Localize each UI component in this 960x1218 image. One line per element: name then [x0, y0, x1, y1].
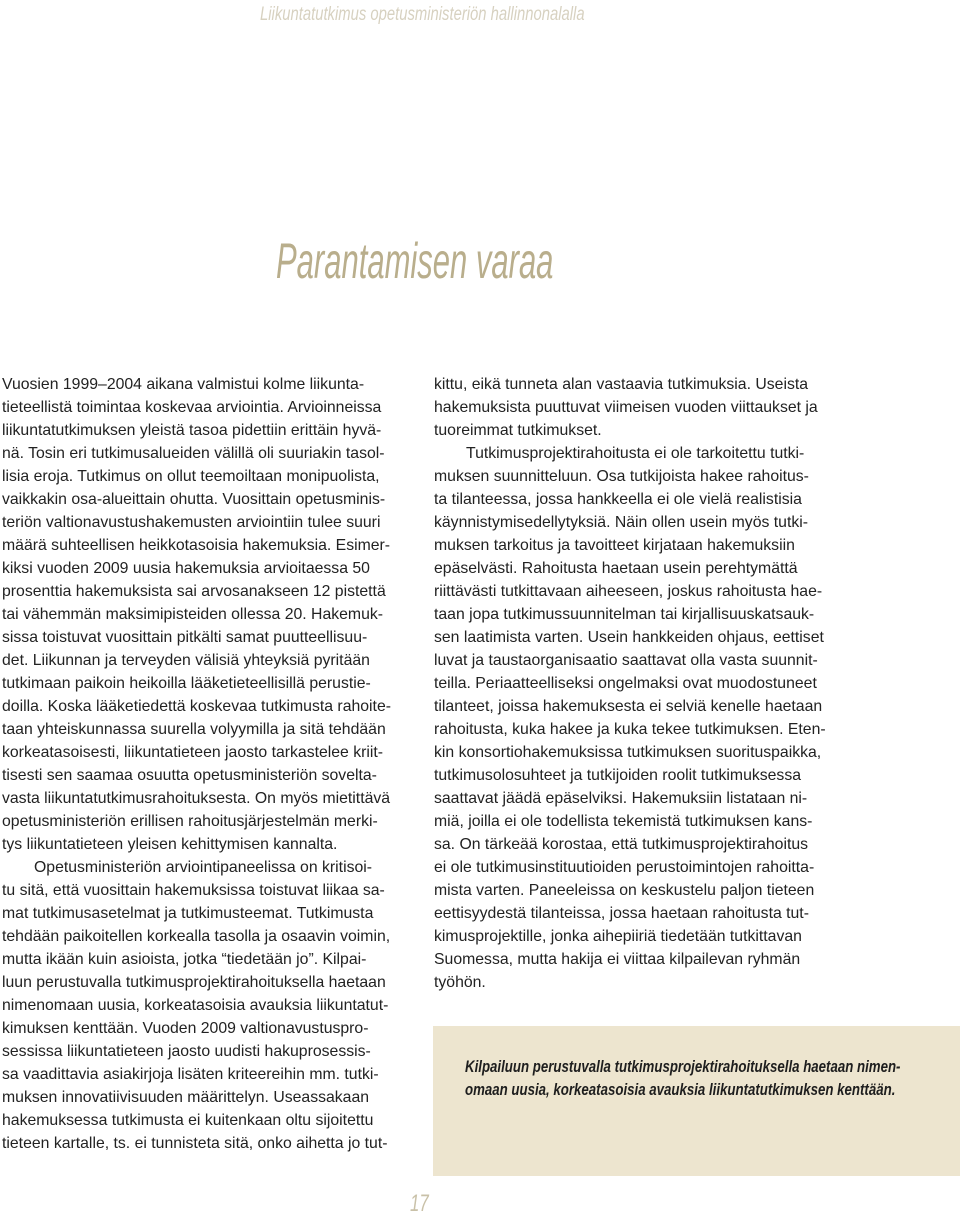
body-line: kimuksen kenttään. Vuoden 2009 valtionavustuspro- [2, 1020, 369, 1037]
body-line: hakemuksista puuttuvat viimeisen vuoden viittaukset ja [434, 399, 818, 416]
body-line: liikuntatutkimuksen yleistä tasoa pidettiin erittäin hyvä- [2, 422, 382, 439]
body-line: tutkimusolosuhteet ja tutkijoiden roolit tutkimuksessa [434, 767, 802, 784]
pull-quote-line: Kilpailuun perustuvalla tutkimusprojektirahoituksella haetaan nimen- [465, 1057, 901, 1076]
body-line: muksen tarkoitus ja tavoitteet kirjataan hakemuksiin [434, 537, 795, 554]
page-number: 17 [410, 1190, 429, 1217]
body-line: sen laatimista varten. Usein hankkeiden ohjaus, eettiset [434, 629, 824, 646]
body-line: sessissa liikuntatieteen jaosto uudisti hakuprosessis- [2, 1043, 371, 1060]
body-line: vasta liikuntatutkimusrahoituksesta. On myös mietittävä [2, 790, 391, 807]
body-line: luvat ja taustaorganisaatio saattavat olla vasta suunnit- [434, 652, 818, 669]
body-line: teilla. Periaatteelliseksi ongelmaksi ovat muodostuneet [434, 675, 817, 692]
pull-quote-box [433, 1026, 960, 1176]
body-line: tuoreimmat tutkimukset. [434, 422, 602, 439]
body-line: taan yhteiskunnassa suurella volyymilla ja sitä tehdään [2, 721, 386, 738]
body-line: doilla. Koska lääketiedettä koskevaa tutkimusta rahoite- [2, 698, 391, 715]
body-line: Vuosien 1999–2004 aikana valmistui kolme liikunta- [2, 376, 365, 393]
body-line: tehdään paikoitellen korkealla tasolla ja osaavin voimin, [2, 928, 391, 945]
body-line: taan jopa tutkimussuunnitelman tai kirjallisuuskatsauk- [434, 606, 815, 623]
body-line: korkeatasoisesti, liikuntatieteen jaosto tarkastelee kriit- [2, 744, 384, 761]
body-line: tu sitä, että vuosittain hakemuksissa toistuvat liikaa sa- [2, 882, 385, 899]
body-line: vaikkakin osa-alueittain ohutta. Vuosittain opetusminis- [2, 491, 386, 508]
section-title: Parantamisen varaa [276, 233, 554, 289]
body-line: tys liikuntatieteen yleisen kehittymisen kannalta. [2, 836, 338, 853]
body-line: luun perustuvalla tutkimusprojektirahoituksella haetaan [2, 974, 386, 991]
left-column [2, 373, 402, 1155]
body-line: opetusministeriön erillisen rahoitusjärjestelmän merki- [2, 813, 378, 830]
body-line: ta tilanteessa, jossa hankkeella ei ole vielä realistisia [434, 491, 802, 508]
running-header: Liikuntatutkimus opetusministeriön hallinnonalalla [260, 4, 585, 25]
body-line: saattavat jäädä epäselviksi. Hakemuksiin listataan ni- [434, 790, 808, 807]
body-line: prosenttia hakemuksista sai arvosanakseen 12 pistettä [2, 583, 386, 600]
body-line: lisia eroja. Tutkimus on ollut teemoiltaan monipuolista, [2, 468, 380, 485]
body-line: miä, joilla ei ole todellista tekemistä tutkimuksen kans- [434, 813, 813, 830]
body-line-paragraph-start: Tutkimusprojektirahoitusta ei ole tarkoitettu tutki- [466, 445, 805, 462]
body-line: tisesti sen saamaa osuutta opetusministeriön soveltа- [2, 767, 377, 784]
body-line: kin konsortiohakemuksissa tutkimuksen suorituspaikka, [434, 744, 822, 761]
body-line: tieteen kartalle, ts. ei tunnisteta sitä, onko aihetta jo tut- [2, 1135, 388, 1152]
body-line: työhön. [434, 974, 486, 991]
right-column [434, 373, 844, 994]
body-line: teriön valtionavustushakemusten arviointiin tulee suuri [2, 514, 381, 531]
body-line-paragraph-start: Opetusministeriön arviointipaneelissa on kritisoi- [34, 859, 373, 876]
body-line: ei ole tutkimusinstituutioiden perustoimintojen rahoitta- [434, 859, 815, 876]
body-line: mutta ikään kuin asioista, jotka “tiedetään jo”. Kilpai- [2, 951, 367, 968]
body-line: eettisyydestä tilanteissa, jossa haetaan rahoitusta tut- [434, 905, 809, 922]
body-line: kiksi vuoden 2009 uusia hakemuksia arvioitaessa 50 [2, 560, 370, 577]
body-line: sissa toistuvat vuosittain pitkälti samat puutteellisuu- [2, 629, 368, 646]
body-line: kittu, eikä tunneta alan vastaavia tutkimuksia. Useista [434, 376, 809, 393]
body-line: riittävästi tutkittavaan aiheeseen, joskus rahoitusta hae- [434, 583, 823, 600]
body-line: hakemuksessa tutkimusta ei kuitenkaan oltu sijoitettu [2, 1112, 374, 1129]
body-line: tieteellistä toimintaa koskevaa arviointia. Arvioinneissa [2, 399, 382, 416]
body-line: käynnistymisedellytyksiä. Näin ollen usein myös tutki- [434, 514, 809, 531]
body-line: epäselvästi. Rahoitusta haetaan usein perehtymättä [434, 560, 798, 577]
pull-quote-line: omaan uusia, korkeatasoisia avauksia liikuntatutkimuksen kenttään. [465, 1080, 896, 1099]
body-line: det. Liikunnan ja terveyden välisiä yhteyksiä pyritään [2, 652, 370, 669]
body-line: mat tutkimusasetelmat ja tutkimusteemat. Tutkimusta [2, 905, 374, 922]
body-line: tutkimaan paikoin heikoilla lääketieteellisillä perustie- [2, 675, 371, 692]
body-line: muksen suunnitteluun. Osa tutkijoista hakee rahoitus- [434, 468, 809, 485]
body-line: kimusprojektille, jonka aihepiiriä tiedetään tutkittavan [434, 928, 802, 945]
body-line: muksen innovatiivisuuden määrittelyn. Useassakaan [2, 1089, 370, 1106]
body-line: nä. Tosin eri tutkimusalueiden välillä oli suuriakin tasol- [2, 445, 385, 462]
body-line: Suomessa, mutta hakija ei viittaa kilpailevan ryhmän [434, 951, 801, 968]
body-line: tilanteet, joissa hakemuksesta ei selviä kenelle haetaan [434, 698, 823, 715]
body-line: määrä suhteellisen heikkotasoisia hakemuksia. Esimer- [2, 537, 391, 554]
body-line: tai vähemmän maksimipisteiden ollessa 20. Hakemuk- [2, 606, 384, 623]
body-line: rahoitusta, kuka hakee ja kuka tekee tutkimuksen. Eten- [434, 721, 826, 738]
body-line: mista varten. Paneeleissa on keskustelu paljon tieteen [434, 882, 815, 899]
body-line: sa. On tärkeää korostaa, että tutkimusprojektirahoitus [434, 836, 809, 853]
body-line: nimenomaan uusia, korkeatasoisia avauksia liikuntatut- [2, 997, 389, 1014]
body-line: sa vaadittavia asiakirjoja lisäten kriteereihin mm. tutki- [2, 1066, 379, 1083]
